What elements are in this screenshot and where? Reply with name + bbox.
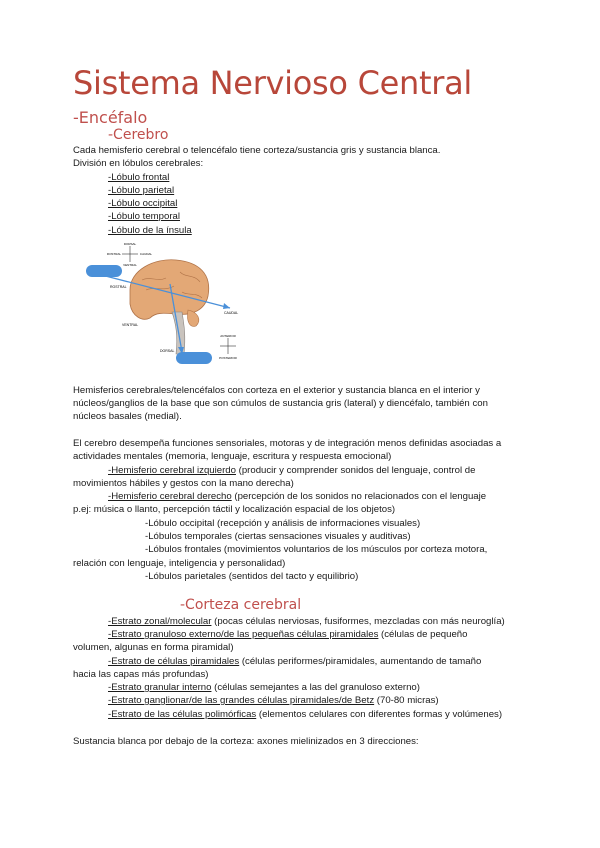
left-hemisphere-line — [108, 464, 475, 477]
compass-bottom-icon — [219, 334, 238, 360]
compass-top-icon — [107, 242, 153, 267]
lobe-item: -Lóbulo parietal — [108, 185, 175, 196]
stratum-line — [108, 615, 505, 628]
lobe-item: -Lóbulo de la ínsula — [108, 225, 192, 236]
label-anterior: ANTERIOR — [220, 334, 236, 338]
heading-cerebro: -Cerebro — [108, 127, 169, 143]
label-dorsal-2: DORSAL — [160, 349, 175, 353]
stratum-cont: volumen, algunas en forma piramidal) — [73, 642, 234, 653]
stratum-desc: (70-80 micras) — [374, 695, 439, 706]
label-rostral: ROSTRAL — [106, 252, 122, 256]
stratum-label: -Estrato granuloso externo/de las pequeñas células piramidales — [108, 629, 379, 640]
stratum-cont: hacia las capas más profundas) — [73, 669, 209, 680]
hemispheres-line-1: Hemisferios cerebrales/telencéfalos con corteza en el exterior y sustancia blanca en el interior y — [73, 385, 480, 396]
lobe-item: -Lóbulo temporal — [108, 211, 180, 222]
stratum-desc: (células de pequeño — [378, 629, 468, 640]
label-posterior: POSTERIOR — [219, 356, 237, 360]
left-hemisphere-desc: (producir y comprender sonidos del lenguaje, control de — [235, 465, 476, 476]
lobe-item: -Lóbulo occipital — [108, 198, 178, 209]
white-matter-line: Sustancia blanca por debajo de la corteza: axones mielinizados en 3 direcciones: — [73, 736, 419, 747]
stratum-line — [108, 708, 502, 721]
label-caudal: CAUDAL — [139, 252, 153, 256]
heading-corteza: -Corteza cerebral — [180, 597, 302, 613]
stratum-desc: (células periformes/piramidales, aumentando de tamaño — [239, 656, 482, 667]
right-hemisphere-label: -Hemisferio cerebral derecho — [108, 491, 232, 502]
stratum-label: -Estrato zonal/molecular — [108, 616, 212, 627]
cerebellum-icon — [187, 310, 198, 326]
lobe-function-frontal: -Lóbulos frontales (movimientos voluntarios de los músculos por corteza motora, — [145, 544, 488, 555]
lobe-item: -Lóbulo frontal — [108, 172, 170, 183]
stratum-desc: (células semejantes a las del granuloso externo) — [211, 682, 420, 693]
label-dorsal: DORSAL — [123, 242, 137, 246]
label-ventral-2: VENTRAL — [122, 323, 139, 327]
stratum-line — [108, 694, 439, 707]
lobe-function-occipital: -Lóbulo occipital (recepción y análisis de informaciones visuales) — [145, 518, 421, 529]
stratum-label: -Estrato de células piramidales — [108, 656, 240, 667]
stratum-line — [108, 628, 467, 641]
label-ventral: VENTRAL — [123, 263, 137, 267]
hemispheres-line-3: núcleos basales (medial). — [73, 411, 182, 422]
stratum-line — [108, 681, 420, 694]
hemispheres-line-2: núcleos/ganglios de la base que son cúmulos de sustancia gris (lateral) y diencéfalo, también con — [73, 398, 488, 409]
lobe-function-frontal-cont: relación con lenguaje, inteligencia y personalidad) — [73, 558, 286, 569]
brain-icon — [130, 260, 209, 319]
intro-line-1: Cada hemisferio cerebral o telencéfalo tiene corteza/sustancia gris y sustancia blanca. — [73, 145, 441, 156]
stratum-desc: (elementos celulares con diferentes formas y volúmenes) — [256, 709, 503, 720]
left-hemisphere-label: -Hemisferio cerebral izquierdo — [108, 465, 236, 476]
stratum-label: -Estrato de las células polimórficas — [108, 709, 257, 720]
functions-line-1: El cerebro desempeña funciones sensoriales, motoras y de integración menos definidas asociadas a — [73, 438, 502, 449]
right-hemisphere-desc: (percepción de los sonidos no relacionados con el lenguaje — [231, 491, 487, 502]
label-caudal-2: CAUDAL — [224, 311, 239, 315]
stratum-label: -Estrato ganglionar/de las grandes células piramidales/de Betz — [108, 695, 375, 706]
lobe-function-temporal: -Lóbulos temporales (ciertas sensaciones visuales y auditivas) — [145, 531, 411, 542]
right-hemisphere-cont: p.ej: música o llanto, percepción táctil y localización espacial de los objetos) — [73, 504, 396, 515]
heading-encefalo: -Encéfalo — [73, 108, 148, 127]
stratum-desc: (pocas células nerviosas, fusiformes, mezcladas con más neuroglía) — [211, 616, 505, 627]
lobe-function-parietal: -Lóbulos parietales (sentidos del tacto y equilibrio) — [145, 571, 359, 582]
intro-line-2: División en lóbulos cerebrales: — [73, 158, 204, 169]
left-hemisphere-cont: movimientos hábiles y gestos con la mano derecha) — [73, 478, 294, 489]
stratum-line — [108, 655, 481, 668]
functions-line-2: actividades mentales (memoria, lenguaje, escritura y respuesta emocional) — [73, 451, 392, 462]
stratum-label: -Estrato granular interno — [108, 682, 212, 693]
page-title: Sistema Nervioso Central — [73, 64, 472, 102]
brain-orientation-diagram — [84, 240, 254, 365]
right-hemisphere-line — [108, 490, 486, 503]
label-rostral-2: ROSTRAL — [110, 285, 127, 289]
